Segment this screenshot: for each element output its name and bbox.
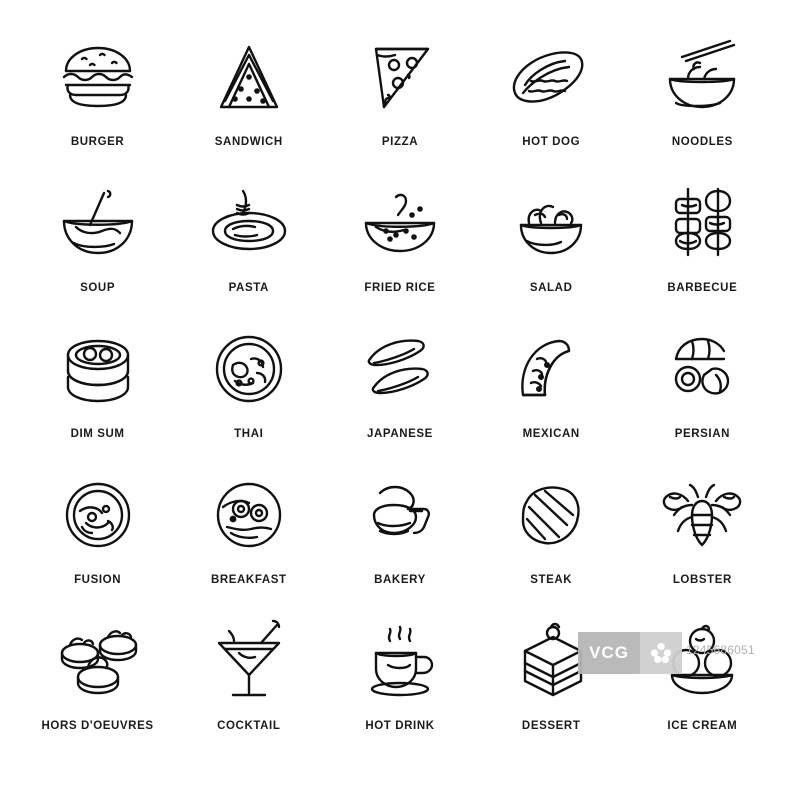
soup-bowl-icon	[44, 176, 152, 272]
watermark-brand: VCG	[578, 632, 640, 674]
icon-cell-japanese[interactable]	[324, 322, 475, 468]
icon-cell-barbecue[interactable]	[627, 176, 778, 322]
burger-icon	[44, 30, 152, 126]
lobster-icon	[648, 468, 756, 564]
icon-label: DESSERT	[521, 720, 581, 732]
icon-label: LOBSTER	[672, 574, 732, 586]
icon-cell-dessert[interactable]	[476, 614, 627, 760]
icon-label: COCKTAIL	[217, 720, 281, 732]
icon-cell-sandwich[interactable]	[173, 30, 324, 176]
icon-label: ICE CREAM	[667, 720, 738, 732]
icon-cell-hot-dog[interactable]	[476, 30, 627, 176]
icon-cell-cocktail[interactable]	[173, 614, 324, 760]
icon-label: FRIED RICE	[364, 282, 436, 294]
taco-icon	[497, 322, 605, 418]
icon-cell-soup[interactable]	[22, 176, 173, 322]
icon-cell-hors-doeuvres[interactable]	[22, 614, 173, 760]
steak-icon	[497, 468, 605, 564]
icon-label: BAKERY	[374, 574, 426, 586]
icon-label: PASTA	[228, 282, 269, 294]
icon-cell-dim-sum[interactable]	[22, 322, 173, 468]
kebab-skewers-icon	[648, 176, 756, 272]
icon-cell-mexican[interactable]	[476, 322, 627, 468]
icon-cell-breakfast[interactable]	[173, 468, 324, 614]
dim-sum-steamer-icon	[44, 322, 152, 418]
watermark-id: 1245686051	[686, 643, 755, 657]
icon-label: JAPANESE	[367, 428, 433, 440]
icon-cell-persian[interactable]	[627, 322, 778, 468]
icon-cell-fusion[interactable]	[22, 468, 173, 614]
icon-label: PERSIAN	[674, 428, 731, 440]
icon-label: BARBECUE	[667, 282, 738, 294]
pizza-slice-icon	[346, 30, 454, 126]
icon-cell-steak[interactable]	[476, 468, 627, 614]
noodle-bowl-icon	[648, 30, 756, 126]
icon-label: HORS D'OEUVRES	[41, 720, 154, 732]
thai-dish-icon	[195, 322, 303, 418]
ice-cream-bowl-icon	[648, 614, 756, 710]
persian-plate-icon	[648, 322, 756, 418]
icon-cell-lobster[interactable]	[627, 468, 778, 614]
icon-label: BREAKFAST	[210, 574, 287, 586]
icon-label: THAI	[234, 428, 264, 440]
coffee-cup-icon	[346, 614, 454, 710]
bread-loaf-icon	[346, 468, 454, 564]
cake-slice-icon	[497, 614, 605, 710]
icon-cell-thai[interactable]	[173, 322, 324, 468]
icon-label: HOT DOG	[522, 136, 581, 148]
icon-grid	[22, 30, 778, 760]
icon-label: HOT DRINK	[365, 720, 435, 732]
icon-cell-salad[interactable]	[476, 176, 627, 322]
icon-label: SALAD	[529, 282, 573, 294]
icon-cell-pasta[interactable]	[173, 176, 324, 322]
icon-label: NOODLES	[671, 136, 733, 148]
canape-icon	[44, 614, 152, 710]
hot-dog-icon	[497, 30, 605, 126]
sushi-nigiri-icon	[346, 322, 454, 418]
icon-label: MEXICAN	[522, 428, 580, 440]
icon-label: PIZZA	[381, 136, 419, 148]
icon-label: BURGER	[70, 136, 125, 148]
pasta-plate-icon	[195, 176, 303, 272]
icon-cell-hot-drink[interactable]	[324, 614, 475, 760]
icon-label: SANDWICH	[214, 136, 283, 148]
cocktail-glass-icon	[195, 614, 303, 710]
icon-label: SOUP	[80, 282, 116, 294]
icon-label: STEAK	[530, 574, 573, 586]
salad-bowl-icon	[497, 176, 605, 272]
sandwich-icon	[195, 30, 303, 126]
breakfast-plate-icon	[195, 468, 303, 564]
fried-rice-bowl-icon	[346, 176, 454, 272]
icon-cell-fried-rice[interactable]	[324, 176, 475, 322]
icon-label: FUSION	[74, 574, 122, 586]
fusion-plate-icon	[44, 468, 152, 564]
icon-cell-ice-cream[interactable]	[627, 614, 778, 760]
icon-cell-burger[interactable]	[22, 30, 173, 176]
icon-cell-bakery[interactable]	[324, 468, 475, 614]
icon-cell-noodles[interactable]	[627, 30, 778, 176]
icon-cell-pizza[interactable]	[324, 30, 475, 176]
icon-label: DIM SUM	[70, 428, 125, 440]
